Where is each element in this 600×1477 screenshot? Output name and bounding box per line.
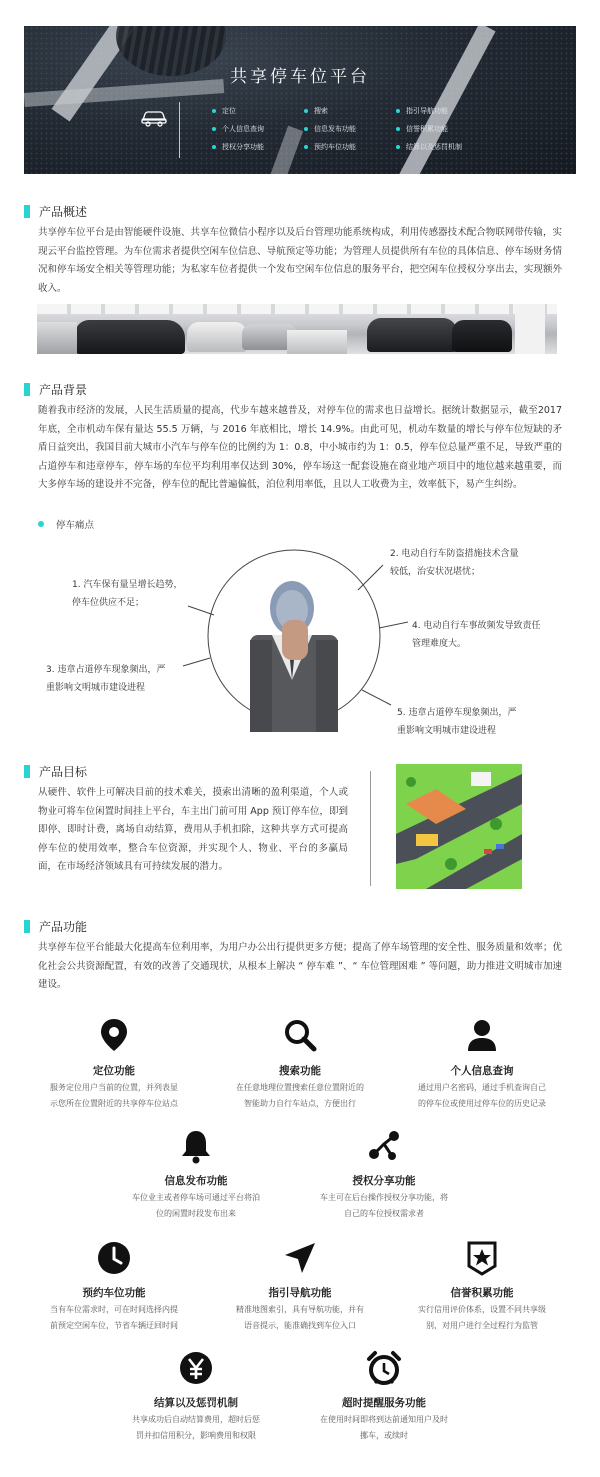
stressed-man-illustration <box>232 580 352 732</box>
hero-divider <box>179 102 180 158</box>
hero-item: 信誉积累功能 <box>396 124 488 134</box>
feature-desc: 车位业主或者停车场可通过平台将泊 位的闲置时段发布出来 <box>132 1193 260 1218</box>
car-icon <box>140 107 168 127</box>
city-parking-illustration <box>396 764 522 889</box>
hero-item: 指引导航功能 <box>396 106 488 116</box>
navigation-arrow-icon <box>282 1240 318 1276</box>
pain-points-subheader: 停车痛点 <box>38 517 94 531</box>
hero-banner <box>24 26 576 174</box>
feature-desc: 通过用户名密码，通过手机查询自己 的停车位或使用过停车位的历史记录 <box>418 1083 546 1108</box>
section-header-overview: 产品概述 <box>24 203 87 220</box>
feature-desc: 车主可在后台操作授权分享功能，将 自己的车位授权需求者 <box>320 1193 448 1218</box>
parking-garage-photo <box>37 304 557 354</box>
hero-item: 预约车位功能 <box>304 142 396 152</box>
section-header-background: 产品背景 <box>24 381 87 398</box>
pain-point-2: 2. 电动自行车防盗措施技术含量 较低，治安状况堪忧； <box>390 549 519 577</box>
feature-title: 定位功能 <box>93 1065 135 1077</box>
section-header-goal: 产品目标 <box>24 763 87 780</box>
feature-title: 超时提醒服务功能 <box>342 1397 426 1409</box>
hero-feature-list <box>212 106 552 152</box>
feature-title: 搜索功能 <box>279 1065 321 1077</box>
alarm-clock-icon <box>366 1350 402 1386</box>
overview-text: 共享停车位平台是由智能硬件设施、共享车位微信小程序以及后台管理功能系统构成，利用传感器技术配合物联网带传输，实现云平台监控管理。为车位需求者提供空闲车位信息、导航预定等功能；为管理人员提供所有车位的具体信息、停车场财务情况和停车场安全相关等管理功能；为私家车位者提供一个发布空闲车位信息的服务平台，把空闲车位授权分享出去，实现额外收入。 <box>38 227 562 294</box>
hero-title: 共享停车位平台 <box>230 67 370 87</box>
star-badge-icon <box>464 1240 500 1276</box>
clock-icon <box>96 1240 132 1276</box>
pain-point-5: 5. 违章占道停车现象频出，严 重影响文明城市建设进程 <box>397 708 517 736</box>
pain-point-1: 1. 汽车保有量呈增长趋势， 停车位供应不足； <box>72 580 183 608</box>
feature-desc: 在使用时间即将到达前通知用户及时 挪车，或续时 <box>320 1415 448 1440</box>
hero-item: 定位 <box>212 106 304 116</box>
feature-desc: 服务定位用户当前的位置，并列表显 示您所在位置附近的共享停车位站点 <box>50 1083 178 1108</box>
feature-title: 个人信息查询 <box>450 1065 514 1077</box>
bullet-dot <box>38 521 44 527</box>
feature-desc: 实行信用评价体系，设置不同共享级 别，对用户进行全过程行为监管 <box>418 1305 546 1330</box>
section-header-functions: 产品功能 <box>24 918 87 935</box>
goal-text: 从硬件、软件上可解决目前的技术难关，摸索出清晰的盈利渠道，个人或物业可将车位闲置时间挂上平台，车主出门前可用 App 预订停车位，即到即停、即时计费，离场自动结算，费用从手机扣除，这种共享方式可提高停车位的使用效率，整合车位资源，并实现个人、物业、平台的多赢局面，在市场经济领域具有可持续发展的潜力。 <box>38 787 348 872</box>
feature-title: 预约车位功能 <box>82 1287 146 1299</box>
search-icon <box>282 1017 318 1053</box>
pain-point-4: 4. 电动自行车事故频发导致责任 管理难度大。 <box>412 621 541 649</box>
goal-divider <box>370 771 371 886</box>
feature-title: 信誉积累功能 <box>450 1287 514 1299</box>
feature-desc: 精准地图索引，具有导航功能，并有 语音提示，能准确找到车位入口 <box>236 1305 364 1330</box>
feature-title: 信息发布功能 <box>164 1175 228 1187</box>
hero-item: 结算以及惩罚机制 <box>396 142 488 152</box>
feature-title: 指引导航功能 <box>268 1287 332 1299</box>
feature-desc: 在任意地理位置搜索任意位置附近的 智能助力自行车站点，方便出行 <box>236 1083 364 1108</box>
share-icon <box>366 1128 402 1164</box>
hero-item: 信息发布功能 <box>304 124 396 134</box>
pain-point-3: 3. 违章占道停车现象频出，严 重影响文明城市建设进程 <box>46 665 166 693</box>
feature-title: 授权分享功能 <box>352 1175 416 1187</box>
functions-text: 共享停车位平台能最大化提高车位利用率，为用户办公出行提供更多方便；提高了停车场管理的安全性、服务质量和效率；优化社会公共资源配置，有效的改善了交通现状，从根本上解决 “ 停车难 ”、“ 车位管理困难 ” 等问题，助力推进文明城市加速建设。 <box>38 942 562 990</box>
user-icon <box>464 1017 500 1053</box>
bell-icon <box>178 1128 214 1164</box>
hero-item: 个人信息查询 <box>212 124 304 134</box>
feature-desc: 共享成功后自动结算费用，超时后惩 罚并扣信用积分，影响费用和权限 <box>132 1415 260 1440</box>
hero-item: 授权分享功能 <box>212 142 304 152</box>
background-text: 随着我市经济的发展，人民生活质量的提高，代步车越来越普及，对停车位的需求也日益增长。据统计数据显示，截至2017 年底，全市机动车保有量达 55.5 万辆，与 2016 年底相比，增长 14.9%。由此可见，机动车数量的增长与停车位短缺的矛盾日益突出，我国目前大城市小汽车与停车位的比例约为 1：0.8，中小城市约为 1：0.5，停车位总量严重不足，导致严重的占道停车和违章停车，停车场的车位平均利用率仅达到 30%，停车场这一配套设施在商业地产项目中的地位越来越重要，而大多停车场的建设并不完备，停车位的配比普遍偏低，泊位利用率低，且以人工收费为主，效率低下，易产生纠纷。 <box>38 405 562 490</box>
feature-desc: 当有车位需求时，可在时间选择内提 前预定空闲车位，节省车辆迂回时间 <box>50 1305 178 1330</box>
yen-coin-icon <box>178 1350 214 1386</box>
hero-item: 搜索 <box>304 106 396 116</box>
location-pin-icon <box>96 1017 132 1053</box>
feature-title: 结算以及惩罚机制 <box>154 1397 238 1409</box>
